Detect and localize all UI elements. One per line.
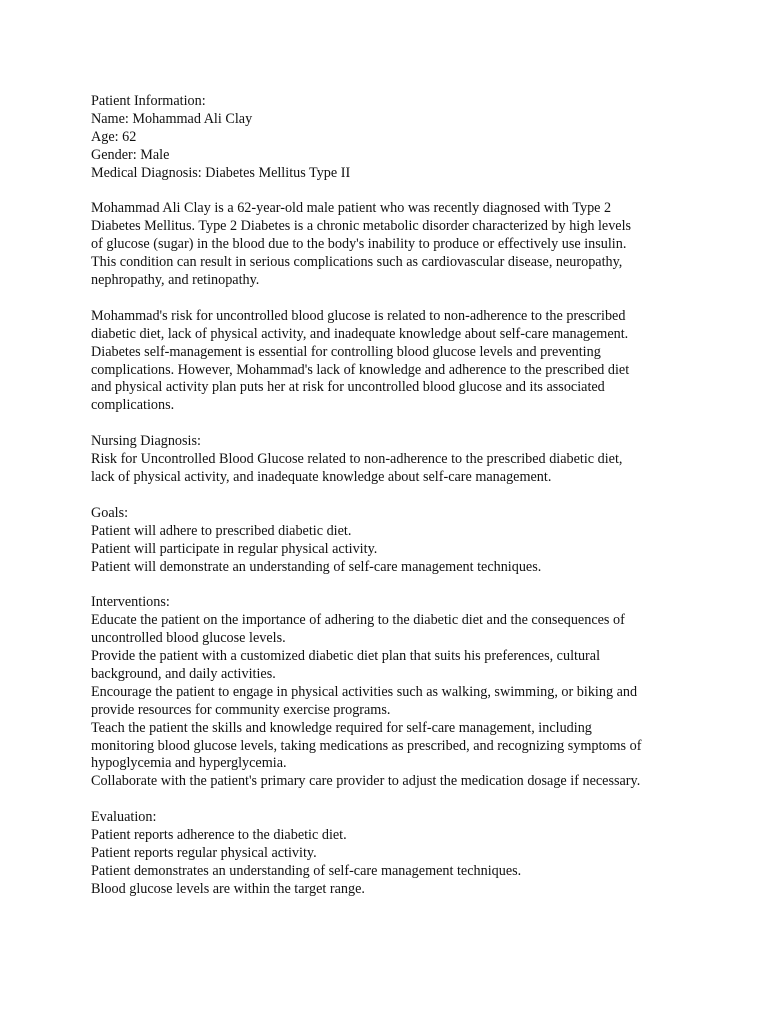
paragraph-line: nephropathy, and retinopathy. (91, 272, 260, 289)
medical-diagnosis: Medical Diagnosis: Diabetes Mellitus Type II (91, 164, 351, 181)
risk-paragraph (91, 308, 691, 415)
intervention-line: Encourage the patient to engage in physical activities such as walking, swimming, or biking and (91, 683, 638, 700)
paragraph-line: of glucose (sugar) in the blood due to the body's inability to produce or effectively use insulin. (91, 236, 627, 253)
goal-item: Patient will adhere to prescribed diabetic diet. (91, 522, 352, 539)
paragraph-line: complications. However, Mohammad's lack of knowledge and adherence to the prescribed diet (91, 361, 630, 378)
section-heading-interventions: Interventions: (91, 594, 170, 611)
section-heading-goals: Goals: (91, 504, 129, 521)
goal-item: Patient will participate in regular physical activity. (91, 540, 378, 557)
intervention-line: hypoglycemia and hyperglycemia. (91, 755, 287, 772)
patient-name: Name: Mohammad Ali Clay (91, 110, 253, 127)
evaluation-item: Patient reports adherence to the diabetic diet. (91, 827, 347, 844)
paragraph-line: Risk for Uncontrolled Blood Glucose related to non-adherence to the prescribed diabetic diet, (91, 451, 623, 468)
intervention-line: Collaborate with the patient's primary care provider to adjust the medication dosage if necessary. (91, 773, 641, 790)
patient-information-section (91, 93, 691, 183)
paragraph-line: complications. (91, 397, 175, 414)
patient-gender: Gender: Male (91, 146, 170, 163)
evaluation-item: Patient demonstrates an understanding of self-care management techniques. (91, 862, 522, 879)
intervention-line: uncontrolled blood glucose levels. (91, 630, 286, 647)
intervention-line: Educate the patient on the importance of adhering to the diabetic diet and the consequences of (91, 612, 625, 629)
paragraph-line: Diabetes Mellitus. Type 2 Diabetes is a chronic metabolic disorder characterized by high levels (91, 218, 632, 235)
patient-age: Age: 62 (91, 128, 137, 145)
section-heading-nursing-diagnosis: Nursing Diagnosis: (91, 433, 201, 450)
paragraph-line: This condition can result in serious complications such as cardiovascular disease, neuropathy, (91, 254, 623, 271)
goals-section (91, 505, 691, 577)
intervention-line: Provide the patient with a customized diabetic diet plan that suits his preferences, cultural (91, 648, 601, 665)
paragraph-line: diabetic diet, lack of physical activity, and inadequate knowledge about self-care management. (91, 325, 629, 342)
intervention-line: provide resources for community exercise programs. (91, 701, 391, 718)
paragraph-line: Mohammad's risk for uncontrolled blood glucose is related to non-adherence to the prescribed (91, 307, 626, 324)
evaluation-item: Patient reports regular physical activity. (91, 844, 317, 861)
nursing-diagnosis-section (91, 433, 691, 487)
evaluation-item: Blood glucose levels are within the target range. (91, 880, 365, 897)
section-heading-evaluation: Evaluation: (91, 809, 157, 826)
document-page (91, 93, 691, 917)
section-heading-patient-information: Patient Information: (91, 93, 206, 109)
overview-paragraph (91, 200, 691, 290)
paragraph-line: Mohammad Ali Clay is a 62-year-old male patient who was recently diagnosed with Type 2 (91, 200, 612, 217)
paragraph-line: Diabetes self-management is essential for controlling blood glucose levels and preventing (91, 343, 601, 360)
intervention-line: monitoring blood glucose levels, taking medications as prescribed, and recognizing symptoms of (91, 737, 642, 754)
goal-item: Patient will demonstrate an understanding of self-care management techniques. (91, 558, 542, 575)
intervention-line: Teach the patient the skills and knowledge required for self-care management, including (91, 719, 592, 736)
paragraph-line: lack of physical activity, and inadequate knowledge about self-care management. (91, 468, 552, 485)
evaluation-section (91, 809, 691, 899)
intervention-line: background, and daily activities. (91, 665, 276, 682)
paragraph-line: and physical activity plan puts her at risk for uncontrolled blood glucose and its associated (91, 379, 605, 396)
interventions-section (91, 594, 691, 791)
